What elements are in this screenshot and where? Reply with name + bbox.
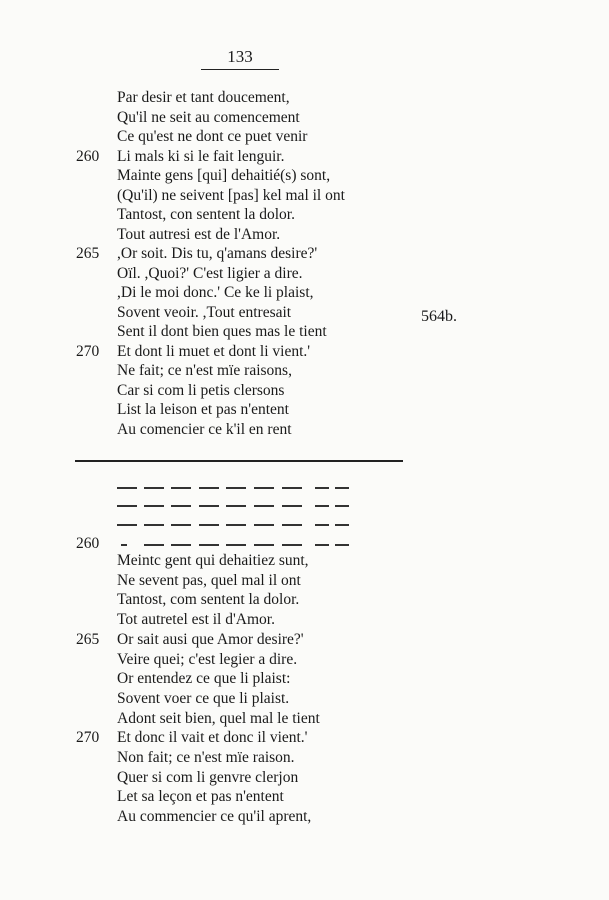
line-number: 265 (76, 245, 100, 262)
line-number: 260 (76, 147, 100, 165)
verse-text: (Qu'il) ne seivent [pas] kel mal il ont (117, 186, 345, 204)
page-number-rule (201, 69, 279, 70)
verse-text: Ce qu'est ne dont ce puet venir (117, 128, 308, 145)
verse-text: Li mals ki si le fait lenguir. (117, 147, 285, 165)
verse-text: Non fait; ce n'est mïe raison. (117, 749, 295, 766)
verse-text: List la leison et pas n'entent (117, 401, 289, 418)
verse-text: Or sait ausi que Amor desire?' (117, 630, 304, 648)
verse-text: Ne fait; ce n'est mïe raisons, (117, 362, 292, 379)
margin-folio-note: 564b. (421, 308, 457, 325)
verse-text: Let sa leçon et pas n'entent (117, 788, 284, 806)
verse-text: Tout autresi est de l'Amor. (117, 225, 281, 243)
verse-text: ,Or soit. Dis tu, q'amans desire?' (117, 245, 318, 262)
apparatus-divider (75, 460, 403, 462)
line-number: 270 (76, 729, 100, 747)
verse-text: Ne sevent pas, quel mal il ont (117, 571, 301, 589)
verse-text: Au commencier ce qu'il aprent, (117, 808, 312, 826)
verse-text: Tot autretel est il d'Amor. (117, 611, 275, 629)
verse-text: Car si com li petis clersons (117, 381, 285, 399)
verse-text: Or entendez ce que li plaist: (117, 670, 291, 688)
verse-text: Meintc gent qui dehaitiez sunt, (117, 552, 309, 569)
verse-text: Tantost, con sentent la dolor. (117, 206, 295, 223)
verse-text: Veire quei; c'est legier a dire. (117, 650, 298, 668)
verse-text: Oïl. ,Quoi?' C'est ligier a dire. (117, 264, 303, 282)
verse-text: Sent il dont bien ques mas le tient (117, 323, 327, 340)
verse-text: Quer si com li genvre clerjon (117, 768, 299, 786)
verse-text: Et donc il vait et donc il vient.' (117, 729, 308, 747)
verse-text: Mainte gens [qui] dehaitié(s) sont, (117, 167, 331, 184)
line-number: 265 (76, 630, 100, 648)
page-number: 133 (227, 47, 253, 66)
verse-text: Sovent voer ce que li plaist. (117, 689, 290, 707)
verse-text: Qu'il ne seit au comencement (117, 108, 300, 126)
verse-text: ,Di le moi donc.' Ce ke li plaist, (117, 284, 314, 301)
verse-text: Adont seit bien, quel mal le tient (117, 709, 320, 727)
verse-text: Tantost, com sentent la dolor. (117, 591, 300, 609)
verse-text: Par desir et tant doucement, (117, 89, 290, 106)
line-number: 270 (76, 342, 100, 360)
line-number: 260 (76, 535, 100, 552)
verse-text: Au comencier ce k'il en rent (117, 420, 292, 438)
verse-text: Sovent veoir. ,Tout entresait (117, 303, 292, 321)
verse-text: Et dont li muet et dont li vient.' (117, 342, 311, 360)
